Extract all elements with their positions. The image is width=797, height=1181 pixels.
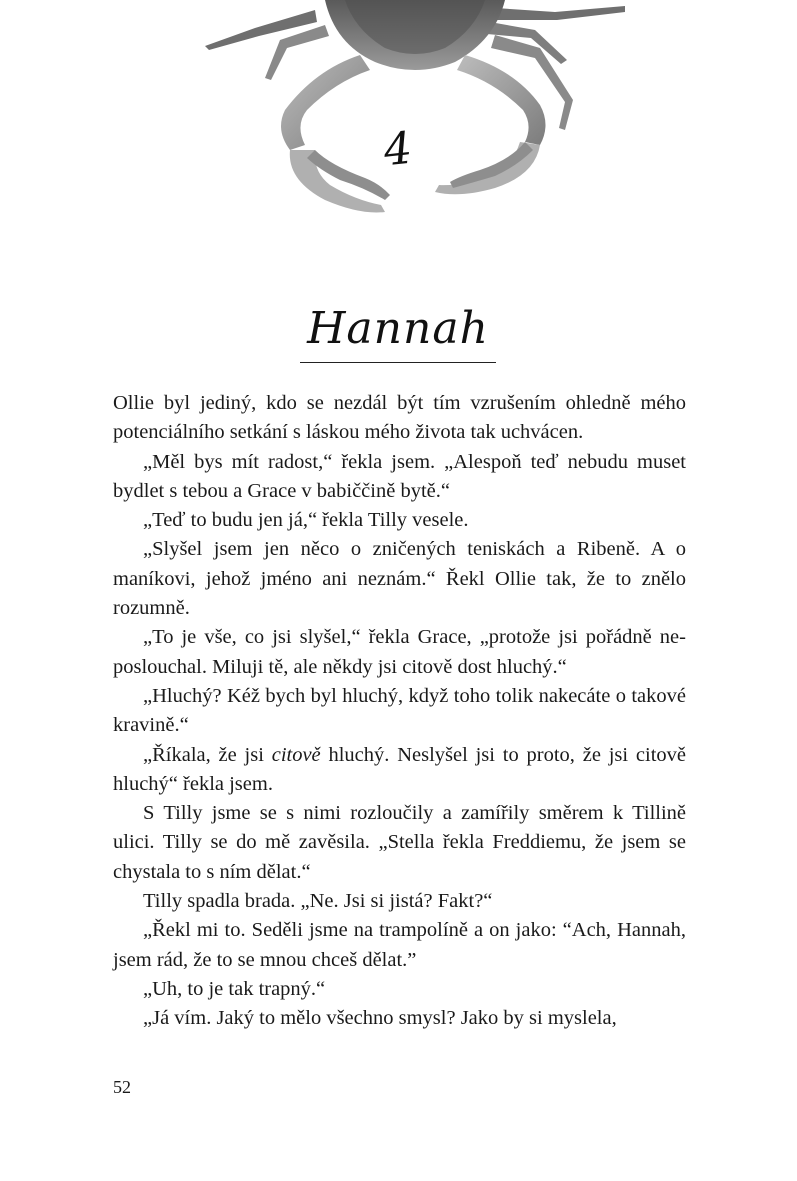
paragraph-text: „Říkala, že jsi — [143, 743, 272, 766]
chapter-number: 4 — [381, 122, 415, 177]
paragraph: „Slyšel jsem jen něco o zničených teniskách a Ribeně. A o maníkovi, jehož jméno ani neznám.“ Řekl Ollie tak, že to znělo rozumně. — [113, 538, 686, 620]
paragraph: „Řekl mi to. Seděli jsme na trampolíně a on jako: “Ach, Hannah, jsem rád, že to se mnou chceš dělat.” — [113, 919, 686, 971]
paragraph: „Měl bys mít radost,“ řekla jsem. „Alespoň teď nebudu muset bydlet s tebou a Grace v babiččině bytě.“ — [113, 450, 686, 502]
paragraph: „Hluchý? Kéž bych byl hluchý, když toho tolik nakecáte o takové kravině.“ — [113, 684, 686, 737]
paragraph-text: hluchý. Neslyšel jsi to proto, že jsi citově hluchý“ řekla jsem. — [113, 743, 686, 795]
chapter-body-text — [113, 389, 686, 1034]
chapter-title: Hannah — [307, 303, 489, 354]
paragraph: S Tilly jsme se s nimi rozloučily a zamířily směrem k Tillině ulici. Tilly se do mě zavěsila. „Stella řekla Freddiemu, že jsem se chystala to s ním dělat.“ — [113, 802, 686, 883]
crab-illustration — [195, 0, 635, 230]
paragraph: „Uh, to je tak trapný.“ — [143, 977, 326, 1000]
paragraph: „To je vše, co jsi slyšel,“ řekla Grace, „protože jsi pořádně neposlouchal. Miluji tě, ale někdy jsi citově dost hluchý.“ — [113, 626, 686, 678]
paragraph: Ollie byl jediný, kdo se nezdál být tím vzrušením ohledně mého potenciálního setkání s láskou mého života tak uchvácen. — [113, 392, 686, 444]
paragraph: Tilly spadla brada. „Ne. Jsi si jistá? Fakt?“ — [143, 890, 493, 913]
emphasis-text: citově — [271, 743, 321, 766]
page-number: 52 — [113, 1077, 131, 1097]
title-underline — [300, 362, 496, 363]
paragraph: „Teď to budu jen já,“ řekla Tilly vesele. — [143, 509, 469, 532]
paragraph — [113, 741, 686, 800]
paragraph: „Já vím. Jaký to mělo všechno smysl? Jako by si myslela, — [143, 1007, 617, 1030]
